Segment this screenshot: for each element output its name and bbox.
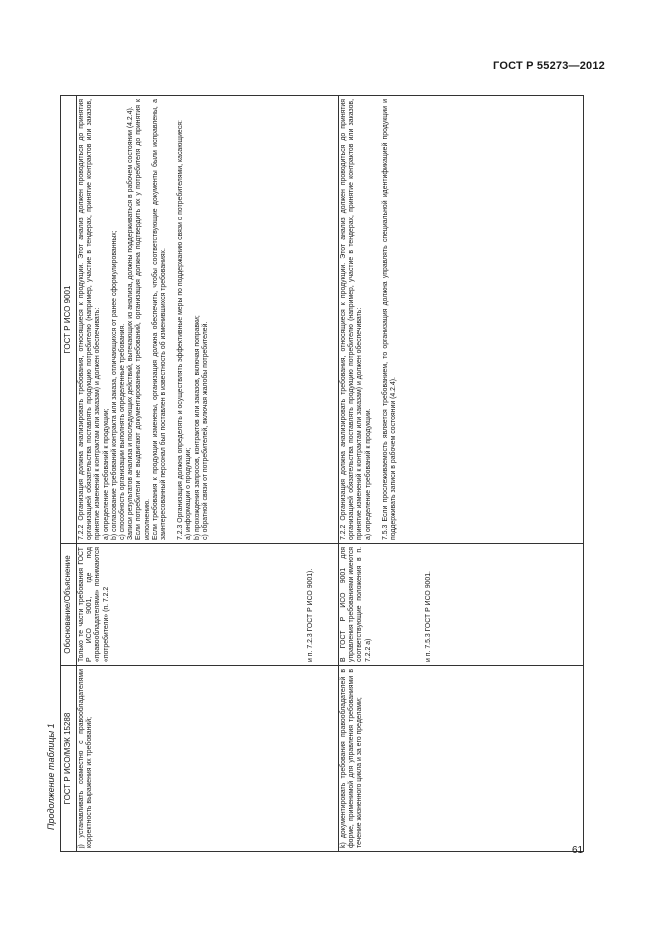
row2-9001-para: а) определение требований к продукции.	[364, 408, 372, 540]
row2-rationale-cell	[339, 544, 584, 666]
row1-9001-para-b: b) прохождения запросов, контрактов или заказов, включая поправки;	[193, 315, 201, 540]
row2-9001-para: 7.2.2 Организация должна анализировать требования, относящиеся к продукции. Этот анализ должен проводиться до принятия организацией обязательства поставлять продукцию потребителю (например, участие в тендерах, принятие контрактов или заказов, принятие изменений к контрактам или заказам) и должен обеспечивать:	[340, 99, 364, 540]
row1-9001-para: c) способность организации выполнять определенные требования.	[119, 323, 127, 540]
row1-9001-para: а) определение требований к продукции;	[102, 408, 110, 540]
row1-9001-para-b: а) информации о продукции;	[185, 447, 193, 540]
row1-9001-para: Если требования к продукции изменены, организация должна обеспечить, чтобы соответствующие документы были исправлены, а заинтересованный персонал был поставлен в известность об изменившихся требованиях.	[151, 99, 168, 540]
document-header: ГОСТ Р 55273—2012	[493, 60, 605, 72]
row1-9001-para-b: c) обратной связи от потребителей, включая жалобы потребителей.	[201, 321, 209, 540]
row1-9001-para-b: 7.2.3 Организация должна определять и осуществлять эффективные меры по поддержанию связи с потребителями, касающиеся:	[177, 120, 185, 540]
row1-15288-cell	[77, 666, 339, 852]
table-row	[77, 96, 339, 852]
table-row	[339, 96, 584, 852]
page-number: 61	[572, 845, 584, 856]
row2-9001-para-b: 7.5.3 Если прослеживаемость является требованием, то организация должна управлять специальной идентификацией продукции и поддерживать записи в рабочем состоянии (4.2.4).	[381, 99, 398, 540]
column-header-9001: ГОСТ Р ИСО 9001	[61, 96, 77, 544]
comparison-table	[60, 95, 584, 852]
row1-9001-para: Если потребители не выдвигают документированных требований, организация должна подтвердить их у потребителя до принятия к исполнению.	[135, 99, 151, 540]
row1-rationale-text-a: Только те части требования ГОСТ Р ИСО 9001, где под «правообладателями» понимаются «потребители» (п. 7.2.2	[78, 547, 110, 662]
row1-9001-para: b) согласование требований контракта или заказа, отличающихся от ранее сформулированных;	[110, 230, 118, 540]
row1-15288-text: j) устанавливать совместно с правообладателями корректность выражения их требований;	[78, 669, 94, 848]
row1-rationale-text-b: и п. 7.2.3 ГОСТ Р ИСО 9001).	[306, 568, 314, 662]
column-header-rationale: Обоснование/Объяснение	[61, 544, 77, 666]
row2-15288-text: k) документировать требования правообладателей в форме, применимой для управления требованиями в течение жизненного цикла и за его пределами;	[340, 669, 364, 848]
column-header-15288: ГОСТ Р ИСО/МЭК 15288	[61, 666, 77, 852]
row1-9001-cell	[77, 96, 339, 544]
row2-rationale-text-b: и п. 7.5.3 ГОСТ Р ИСО 9001.	[424, 571, 432, 662]
row1-9001-para: 7.2.2 Организация должна анализировать требования, относящиеся к продукции. Этот анализ должен проводиться до принятия организацией обязательства поставлять продукцию потребителю (например, участие в тендерах, принятие контрактов или заказов, принятие изменений к контрактам или заказам) и должен обеспечивать:	[78, 99, 102, 540]
table-header-row	[61, 96, 77, 852]
row1-9001-para: Записи результатов анализа и последующих действий, вытекающих из анализа, должны поддерживаться в рабочем состоянии (4.2.4).	[127, 106, 135, 540]
row2-rationale-text-a: В ГОСТ Р ИСО 9001 для управления требованиями имеются соответствующие положения в п. 7.2.2 а)	[340, 546, 372, 662]
row1-rationale-cell	[77, 544, 339, 666]
table-continuation-label: Продолжение таблицы 1	[46, 723, 56, 830]
table-rotated-container	[60, 96, 586, 852]
row2-15288-cell	[339, 666, 584, 852]
row2-9001-cell	[339, 96, 584, 544]
